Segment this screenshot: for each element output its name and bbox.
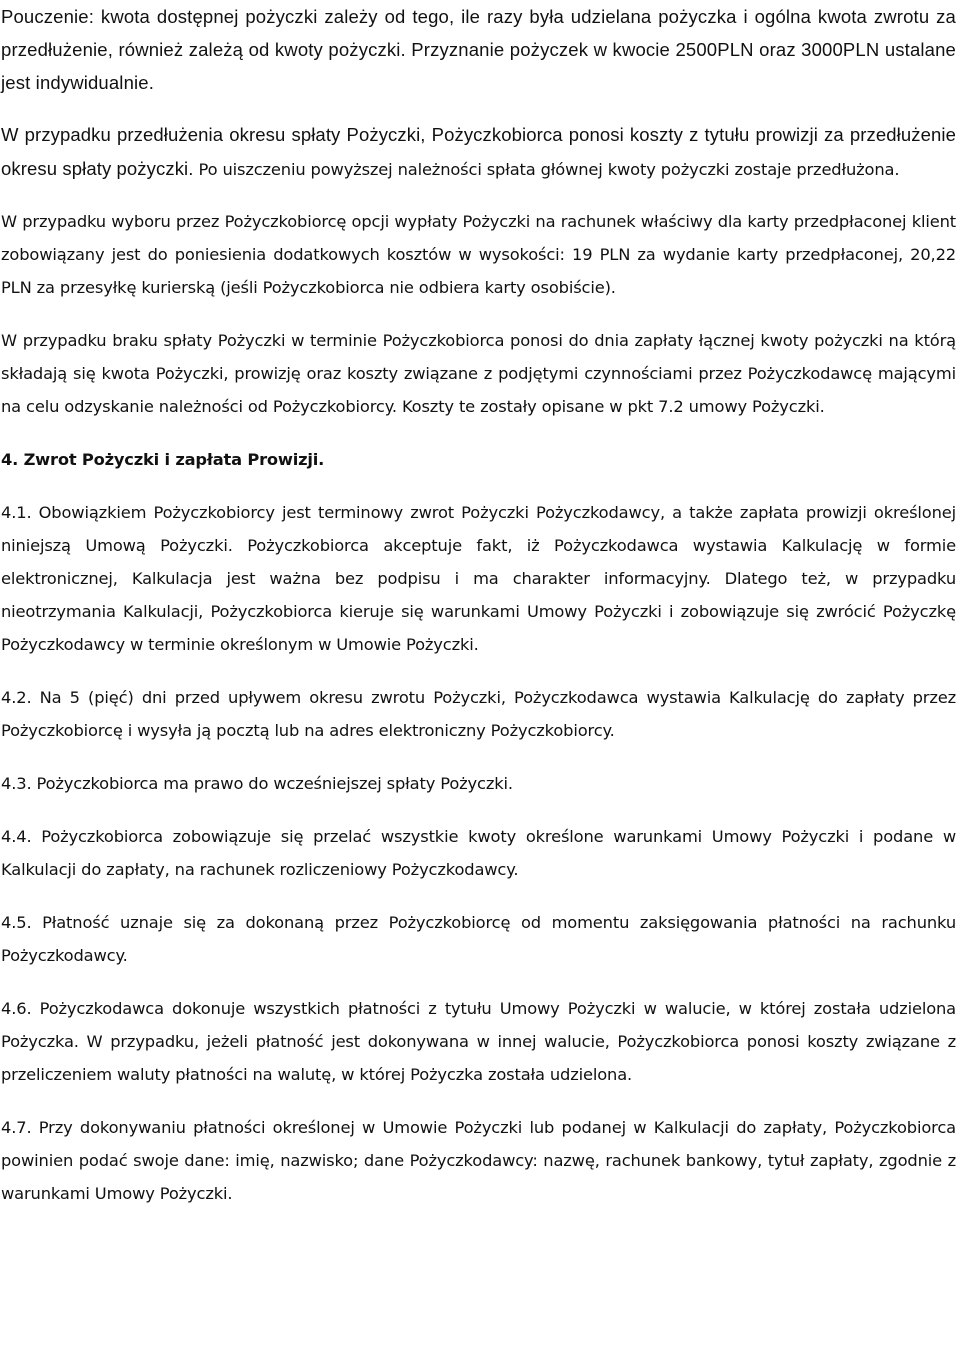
clause-4-4: 4.4. Pożyczkobiorca zobowiązuje się przelać wszystkie kwoty określone warunkami Umowy Pożyczki i podane w Kalkulacji do zapłaty, na rachunek rozliczeniowy Pożyczkodawcy. [1, 827, 956, 879]
clause-4-1: 4.1. Obowiązkiem Pożyczkobiorcy jest terminowy zwrot Pożyczki Pożyczkodawcy, a także zapłata prowizji określonej niniejszą Umową Pożyczki. Pożyczkobiorca akceptuje fakt, iż Pożyczkodawca wystawia Kalkulację w formie elektronicznej, Kalkulacja jest ważna bez podpisu i ma charakter informacyjny. Dlatego też, w przypadku nieotrzymania Kalkulacji, Pożyczkobiorca kieruje się warunkami Umowy Pożyczki i zobowiązuje się zwrócić Pożyczkę Pożyczkodawcy w terminie określonym w Umowie Pożyczki. [1, 503, 956, 654]
clause-4-3: 4.3. Pożyczkobiorca ma prawo do wcześniejszej spłaty Pożyczki. [1, 774, 513, 793]
spacer [1, 972, 956, 992]
extension-text-part-1: W przypadku przedłużenia okresu spłaty Pożyczki, Pożyczkobiorca ponosi koszty z tytułu prowizji za przedłużenie okresu spłaty pożyczki. [1, 124, 956, 179]
spacer [1, 476, 956, 496]
nonpayment-paragraph: W przypadku braku spłaty Pożyczki w terminie Pożyczkobiorca ponosi do dnia zapłaty łącznej kwoty pożyczki na którą składają się kwota Pożyczki, prowizję oraz koszty związane z podjętymi czynnościami przez Pożyczkodawcę mającymi na celu odzyskanie należności od Pożyczkobiorcy. Koszty te zostały opisane w pkt 7.2 umowy Pożyczki. [1, 331, 956, 416]
spacer [1, 661, 956, 681]
extension-text-part-2: Po uiszczeniu powyższej należności spłata głównej kwoty pożyczki zostaje przedłużona. [193, 160, 900, 179]
clause-4-5: 4.5. Płatność uznaje się za dokonaną przez Pożyczkobiorcę od momentu zaksięgowania płatności na rachunku Pożyczkodawcy. [1, 913, 956, 965]
prepaid-card-paragraph: W przypadku wyboru przez Pożyczkobiorcę opcji wypłaty Pożyczki na rachunek właściwy dla karty przedpłaconej klient zobowiązany jest do poniesienia dodatkowych kosztów w wysokości: 19 PLN za wydanie karty przedpłaconej, 20,22 PLN za przesyłkę kurierską (jeśli Pożyczkobiorca nie odbiera karty osobiście). [1, 212, 956, 297]
section-heading: 4. Zwrot Pożyczki i zapłata Prowizji. [1, 450, 325, 469]
spacer [1, 886, 956, 906]
clause-4-7: 4.7. Przy dokonywaniu płatności określonej w Umowie Pożyczki lub podanej w Kalkulacji do zapłaty, Pożyczkobiorca powinien podać swoje dane: imię, nazwisko; dane Pożyczkodawcy: nazwę, rachunek bankowy, tytuł zapłaty, zgodnie z warunkami Umowy Pożyczki. [1, 1118, 956, 1203]
clause-4-2: 4.2. Na 5 (pięć) dni przed upływem okresu zwrotu Pożyczki, Pożyczkodawca wystawia Kalkulację do zapłaty przez Pożyczkobiorcę i wysyła ją pocztą lub na adres elektroniczny Pożyczkobiorcy. [1, 688, 956, 740]
document-page [1, 0, 956, 1210]
spacer [1, 800, 956, 820]
spacer [1, 99, 956, 118]
spacer [1, 423, 956, 443]
intro-paragraph: Pouczenie: kwota dostępnej pożyczki zależy od tego, ile razy była udzielana pożyczka i ogólna kwota zwrotu za przedłużenie, również zależą od kwoty pożyczki. Przyznanie pożyczek w kwocie 2500PLN oraz 3000PLN ustalane jest indywidualnie. [1, 6, 956, 93]
spacer [1, 304, 956, 324]
spacer [1, 186, 956, 205]
clause-4-6: 4.6. Pożyczkodawca dokonuje wszystkich płatności z tytułu Umowy Pożyczki w walucie, w której została udzielona Pożyczka. W przypadku, jeżeli płatność jest dokonywana w innej walucie, Pożyczkobiorca ponosi koszty związane z przeliczeniem waluty płatności na walutę, w której Pożyczka została udzielona. [1, 999, 956, 1084]
spacer [1, 747, 956, 767]
extension-paragraph [1, 118, 956, 186]
spacer [1, 1091, 956, 1111]
